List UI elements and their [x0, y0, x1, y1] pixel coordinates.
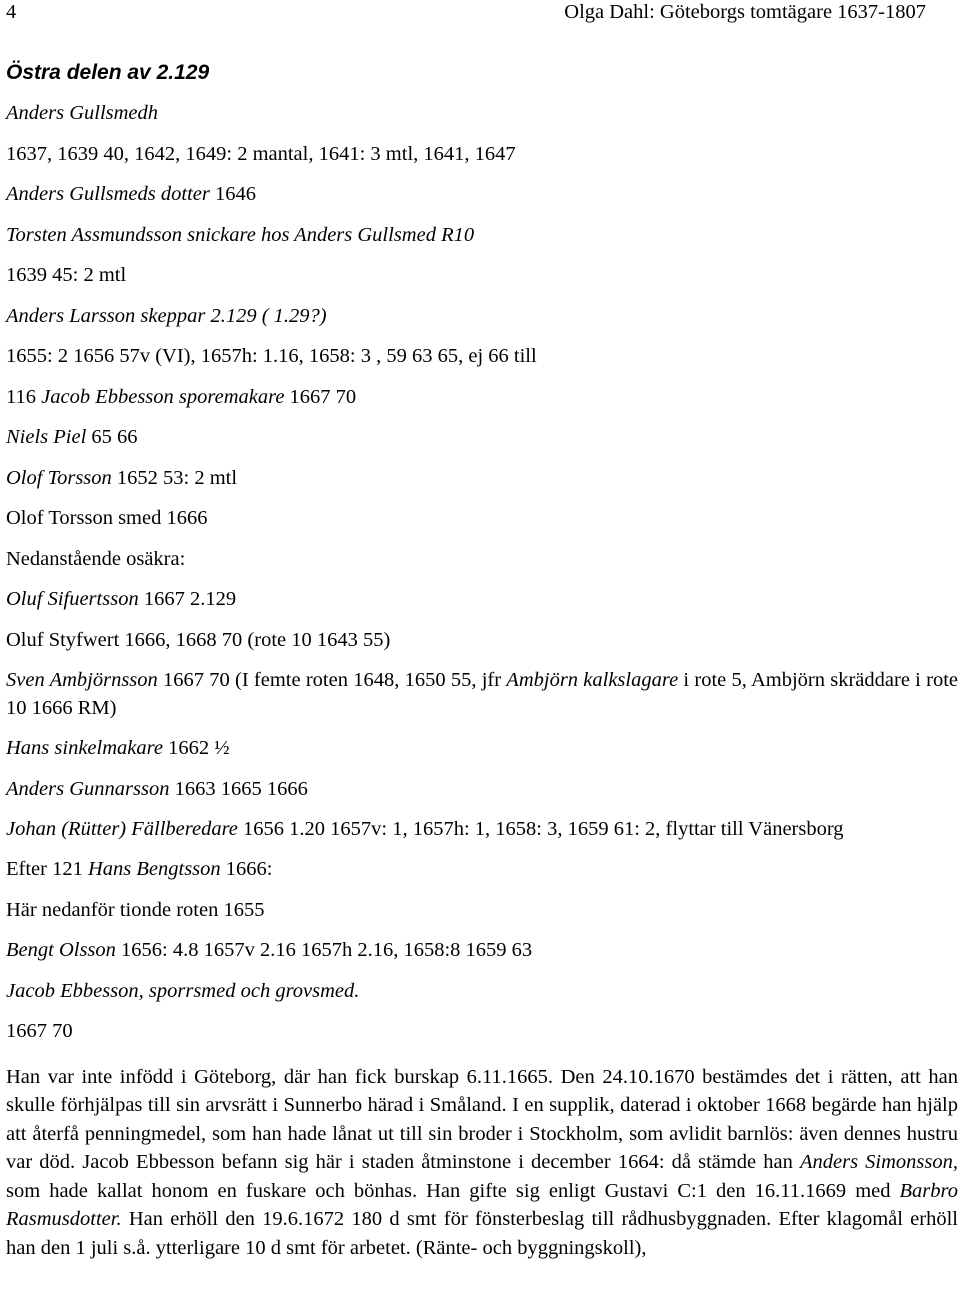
entry-line	[6, 336, 958, 377]
entry-line	[6, 620, 958, 661]
entry-italic: Jacob Ebbesson, sporrsmed och grovsmed.	[6, 979, 360, 1002]
running-title: Olga Dahl: Göteborgs tomtägare 1637-1807	[564, 1, 926, 23]
entry-text: 1655: 2 1656 57v (VI), 1657h: 1.16, 1658: 3 , 59 63 65, ej 66 till	[6, 345, 537, 367]
entry-italic: Anders Gullsmeds dotter	[6, 183, 210, 205]
entry-line	[6, 890, 958, 931]
entry-text: 1666:	[220, 858, 273, 880]
entry-line	[6, 134, 958, 175]
entry-italic: Niels Piel	[6, 426, 87, 448]
entry-italic: Johan (Rütter) Fällberedare	[6, 818, 238, 840]
entry-line	[6, 215, 958, 256]
entry-text: 1667 70	[284, 385, 357, 408]
entry-text: 1667 70 (I femte roten 1648, 1650 55, jfr	[157, 669, 507, 691]
entry-italic: Oluf Sifuertsson	[6, 588, 139, 610]
entry-line	[6, 769, 958, 810]
entry-italic: Olof Torsson	[6, 466, 112, 489]
entry-italic: Torsten Assmundsson snickare hos Anders Gullsmed R10	[6, 223, 475, 246]
entry-line	[6, 1011, 958, 1052]
page-number: 4	[6, 1, 17, 23]
entry-line	[6, 417, 958, 458]
page-content	[6, 53, 958, 1262]
entry-list	[6, 93, 958, 1052]
entry-text: 1656 1.20 1657v: 1, 1657h: 1, 1658: 3, 1659 61: 2, flyttar till Vänersborg	[237, 818, 844, 840]
entry-text: 1652 53: 2 mtl	[111, 466, 238, 489]
entry-text: 1646	[209, 183, 256, 205]
paragraph-italic: Anders Simonsson,	[799, 1151, 958, 1173]
entry-text: Här nedanför tionde roten 1655	[6, 898, 265, 921]
entry-line	[6, 728, 958, 769]
entry-sven-ambjornsson	[6, 660, 958, 728]
entry-line	[6, 174, 958, 215]
entry-text: 1637, 1639 40, 1642, 1649: 2 mantal, 1641: 3 mtl, 1641, 1647	[6, 142, 516, 165]
entry-line	[6, 458, 958, 499]
paragraph-text: Han erhöll den 19.6.1672 180 d smt för fönsterbeslag till rådhusbyggnaden. Efter klagomål erhöll han den 1 juli s.å. ytterligare 10 d smt för arbetet. (Ränte- och byggningskoll),	[6, 1208, 958, 1259]
entry-line	[6, 849, 958, 890]
entry-italic: Ambjörn kalkslagare	[506, 669, 679, 691]
entry-text: 1667 2.129	[138, 588, 237, 610]
entry-italic: Anders Gunnarsson	[6, 777, 170, 800]
entry-line	[6, 377, 958, 418]
paragraph-text: Han var inte infödd i Göteborg, där han fick burskap 6.11.1665. Den 24.10.1670 bestämdes det i rätten, att han skulle förhjälpas till sin arvsrätt i Sunnerbo härad i Småland. I en supplik, daterad i oktober 1668 begärde han hjälp att återfå penningmedel, som han hade lånat ut till sin broder i Stockholm, som avlidit barnlös: även dennes hustru var död. Jacob Ebbesson befann sig här i staden åtminstone i december 1664: då stämde han	[6, 1065, 958, 1173]
entry-line	[6, 93, 958, 134]
entry-text: i rote 5, Ambjörn skräddare i rote 10 1666 RM)	[6, 669, 958, 719]
entry-line	[6, 539, 958, 580]
entry-italic: Anders Gullsmedh	[6, 102, 159, 124]
section-heading: Östra delen av 2.129	[6, 61, 210, 84]
entry-text: Oluf Styfwert 1666, 1668 70 (rote 10 1643 55)	[6, 628, 391, 651]
entry-text: Efter 121	[6, 858, 88, 880]
entry-line	[6, 579, 958, 620]
entry-line	[6, 930, 958, 971]
entry-johan-rutter	[6, 809, 958, 849]
biography-paragraph	[6, 1063, 958, 1263]
entry-text: Nedanstående osäkra:	[6, 547, 186, 570]
entry-italic: Bengt Olsson	[6, 939, 116, 961]
entry-line	[6, 971, 958, 1012]
entry-text: 1639 45: 2 mtl	[6, 264, 127, 286]
entry-text: 1663 1665 1666	[169, 777, 308, 800]
page-header	[6, 0, 926, 24]
entry-line	[6, 498, 958, 539]
entry-text: 116	[6, 385, 42, 408]
entry-text: 65 66	[86, 426, 138, 448]
entry-italic: Jacob Ebbesson sporemakare	[41, 385, 285, 408]
entry-line	[6, 296, 958, 337]
entry-italic: Sven Ambjörnsson	[6, 669, 158, 691]
entry-italic: Anders Larsson skeppar 2.129 ( 1.29?)	[6, 304, 327, 327]
paragraph-text: som hade kallat honom en fuskare och bönhas. Han gifte sig enligt Gustavi C:1 den 16.11.1669 med	[6, 1179, 900, 1202]
entry-text: Olof Torsson smed 1666	[6, 507, 208, 529]
entry-text: 1656: 4.8 1657v 2.16 1657h 2.16, 1658:8 1659 63	[115, 939, 533, 961]
entry-italic: Hans sinkelmakare	[6, 737, 163, 759]
paragraph-italic: Barbro Rasmusdotter.	[6, 1179, 958, 1230]
entry-line	[6, 255, 958, 296]
entry-italic: Hans Bengtsson	[87, 858, 221, 880]
entry-text: 1662 ½	[162, 737, 230, 759]
entry-text: 1667 70	[6, 1020, 73, 1042]
